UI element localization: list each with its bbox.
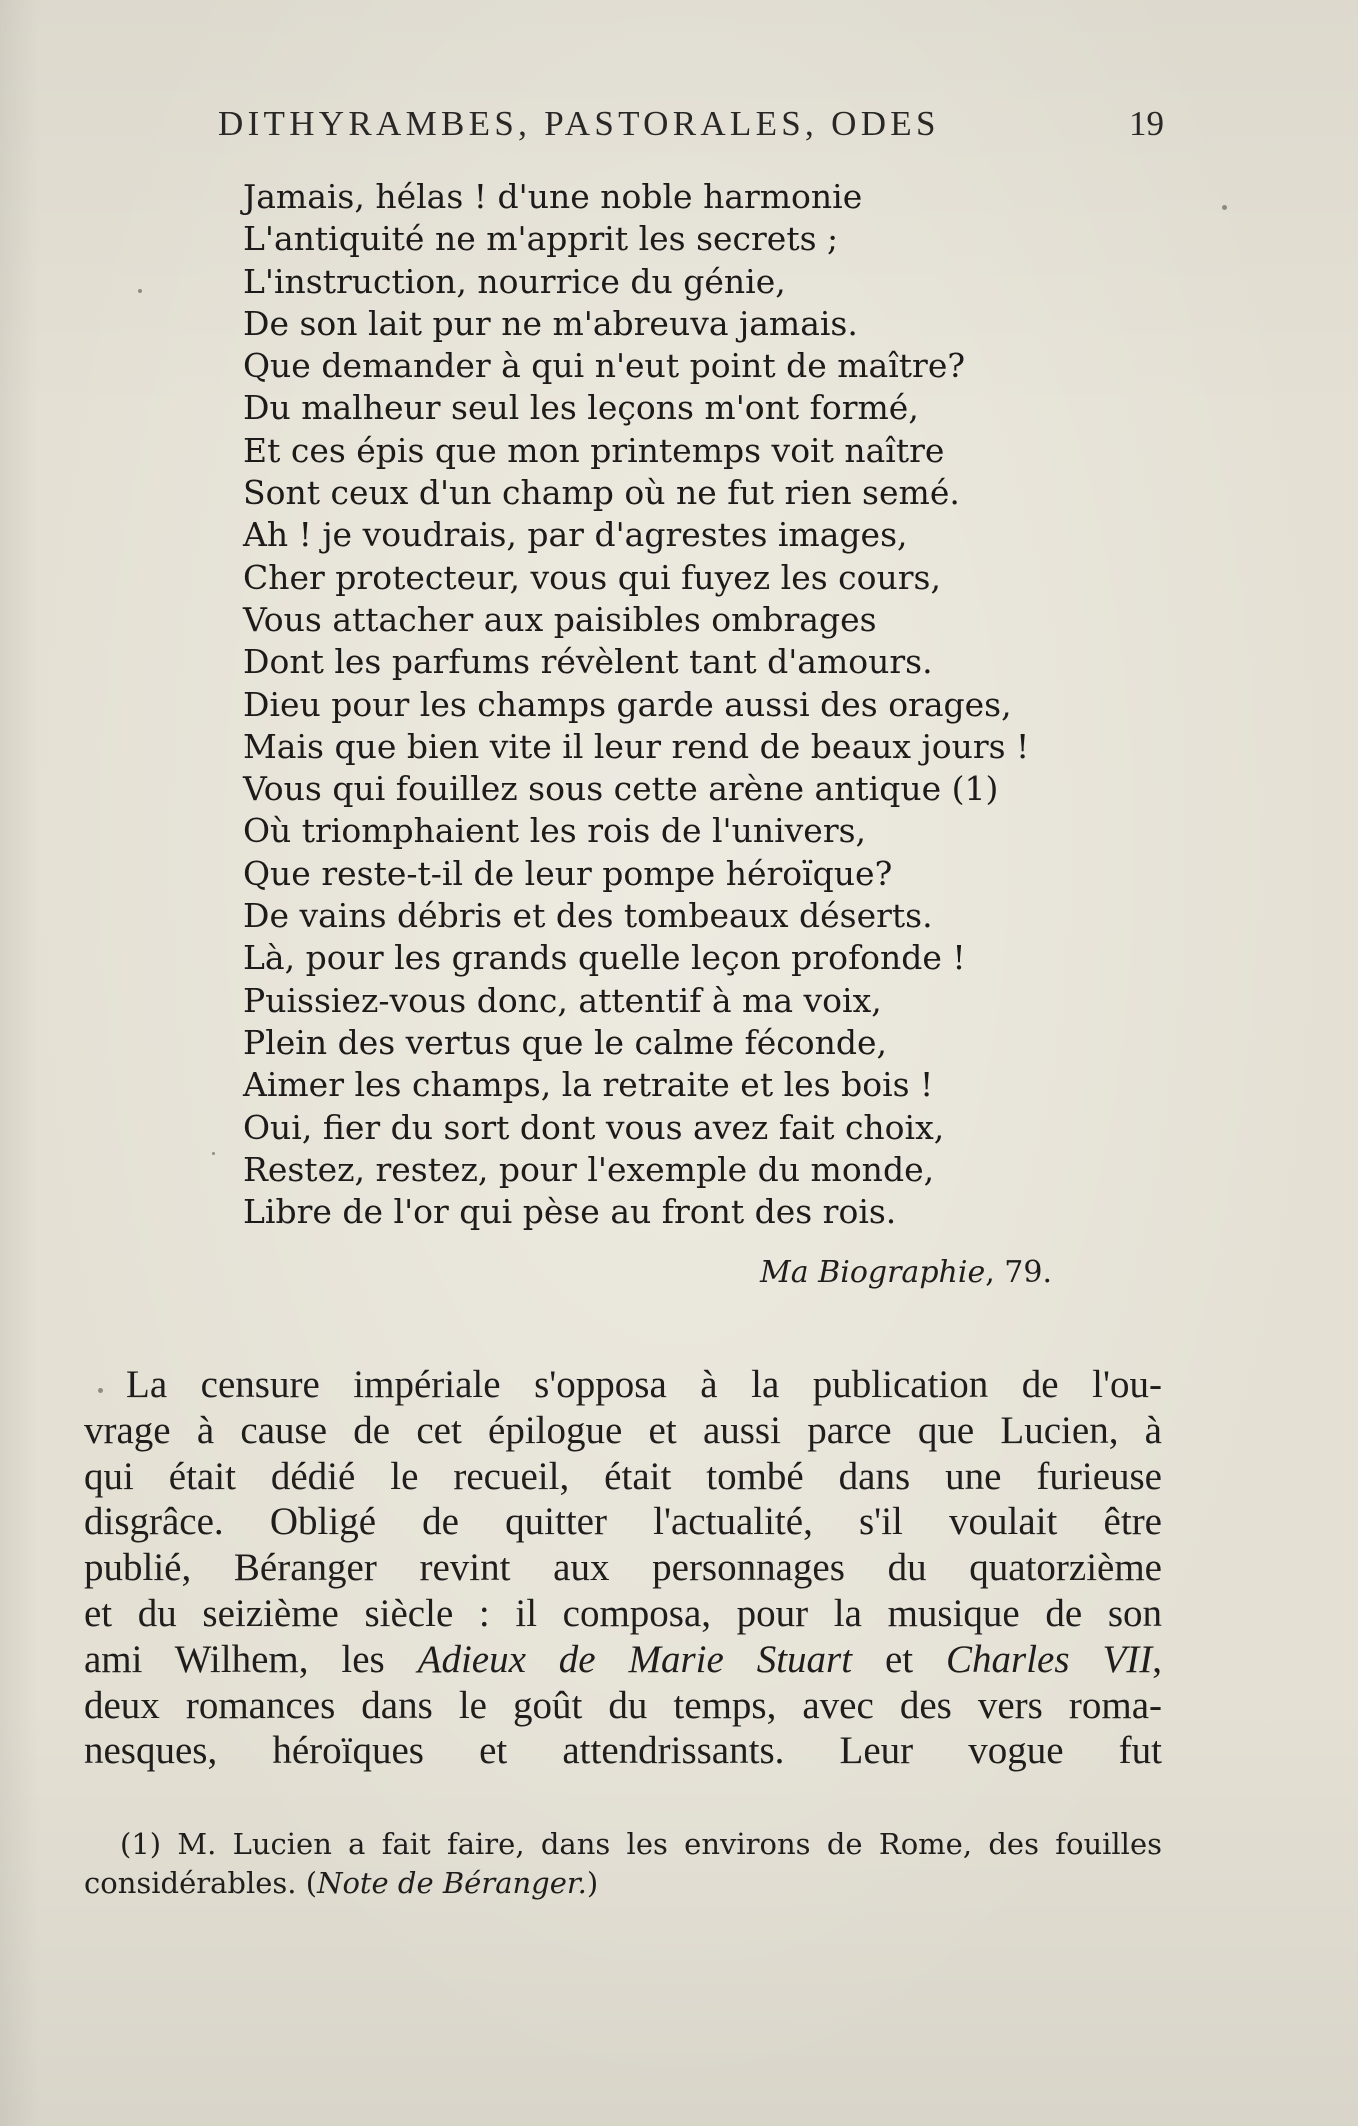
poem-line: Puissiez-vous donc, attentif à ma voix, [243, 980, 882, 1020]
paragraph-line: deux romances dans le goût du temps, avec des vers roma- [84, 1683, 1162, 1727]
page-number: 19 [1129, 104, 1164, 143]
page-header [218, 104, 1164, 154]
attribution-reference: , 79. [985, 1255, 1052, 1290]
poem-block [243, 176, 1073, 1233]
paragraph-line: vrage à cause de cet épilogue et aussi parce que Lucien, à [84, 1408, 1162, 1452]
print-speck [98, 1388, 103, 1393]
paragraph-text: et [852, 1637, 947, 1681]
footnote-line: (1) M. Lucien a fait faire, dans les environs de Rome, des fouilles [120, 1827, 1162, 1861]
paragraph-line: nesques, héroïques et attendrissants. Leur vogue fut [84, 1729, 1162, 1773]
poem-line: Vous attacher aux paisibles ombrages [243, 599, 877, 639]
print-speck [138, 289, 142, 293]
footnote-line [84, 1864, 1162, 1903]
paragraph-line: et du seizième siècle : il composa, pour la musique de son [84, 1591, 1162, 1635]
poem-line: Aimer les champs, la retraite et les bois ! [243, 1065, 934, 1105]
print-speck [1222, 205, 1227, 210]
body-paragraph [84, 1362, 1162, 1774]
poem-line: Cher protecteur, vous qui fuyez les cours, [243, 557, 941, 597]
poem-line: Là, pour les grands quelle leçon profonde ! [243, 938, 966, 978]
footnote-note: Note de Béranger. [317, 1866, 587, 1900]
poem-line: Sont ceux d'un champ où ne fut rien semé. [243, 473, 960, 513]
song-title: Adieux de Marie Stuart [417, 1637, 853, 1681]
poem-line: L'antiquité ne m'apprit les secrets ; [243, 219, 839, 259]
poem-line: Dieu pour les champs garde aussi des orages, [243, 684, 1012, 724]
poem-attribution [760, 1255, 1052, 1290]
footnote-text: ) [586, 1866, 599, 1900]
poem-line: Dont les parfums révèlent tant d'amours. [243, 642, 933, 682]
song-title: Charles VII [946, 1637, 1153, 1681]
poem-line: Libre de l'or qui pèse au front des rois. [243, 1192, 897, 1232]
running-title: DITHYRAMBES, PASTORALES, ODES [218, 104, 940, 143]
poem-line: Que demander à qui n'eut point de maître? [243, 346, 966, 386]
paragraph-line: La censure impériale s'opposa à la publication de l'ou- [126, 1363, 1162, 1406]
poem-line: L'instruction, nourrice du génie, [243, 261, 786, 301]
poem-line: Que reste-t-il de leur pompe héroïque? [243, 853, 893, 893]
poem-line: Restez, restez, pour l'exemple du monde, [243, 1149, 935, 1189]
poem-line: Mais que bien vite il leur rend de beaux jours ! [243, 726, 1030, 766]
paragraph-line: disgrâce. Obligé de quitter l'actualité, s'il voulait être [84, 1500, 1162, 1544]
poem-line: Et ces épis que mon printemps voit naître [243, 430, 945, 470]
page-edge-shadow [0, 0, 40, 2126]
poem-line: Jamais, hélas ! d'une noble harmonie [243, 177, 863, 216]
poem-line: De vains débris et des tombeaux déserts. [243, 896, 933, 936]
paragraph-line [84, 1637, 1162, 1683]
footnote [84, 1825, 1162, 1903]
footnote-text: considérables. ( [84, 1866, 318, 1900]
paragraph-text: ami Wilhem, les [84, 1637, 418, 1681]
poem-line: Plein des vertus que le calme féconde, [243, 1022, 888, 1062]
paragraph-line: publié, Béranger revint aux personnages du quatorzième [84, 1546, 1162, 1590]
attribution-title: Ma Biographie [760, 1255, 986, 1290]
paragraph-line: qui était dédié le recueil, était tombé dans une furieuse [84, 1454, 1162, 1498]
paragraph-text: , [1152, 1637, 1162, 1681]
poem-line: Ah ! je voudrais, par d'agrestes images, [243, 515, 908, 555]
poem-line: De son lait pur ne m'abreuva jamais. [243, 303, 858, 343]
print-speck [212, 1152, 215, 1155]
poem-line: Oui, fier du sort dont vous avez fait choix, [243, 1107, 945, 1147]
poem-line: Du malheur seul les leçons m'ont formé, [243, 388, 919, 428]
poem-line: Vous qui fouillez sous cette arène antique (1) [243, 769, 999, 809]
poem-line: Où triomphaient les rois de l'univers, [243, 811, 867, 851]
